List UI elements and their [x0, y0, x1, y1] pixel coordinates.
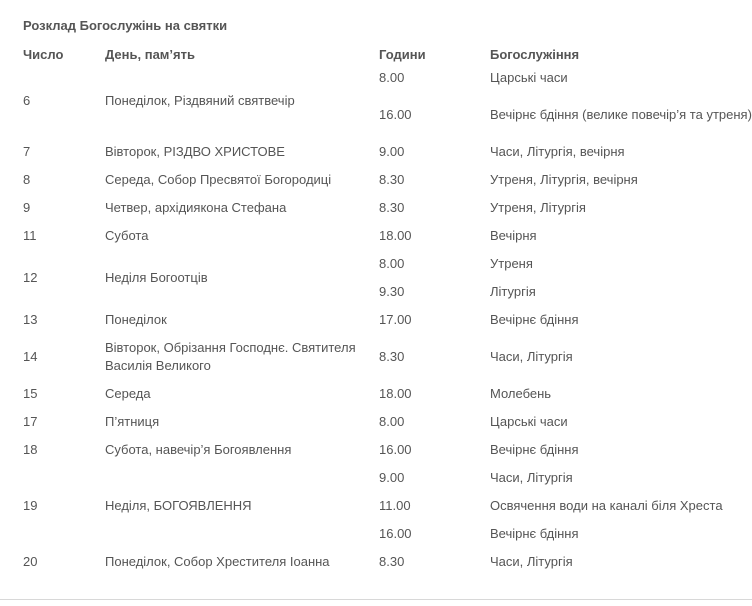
cell-time: 8.30	[379, 554, 405, 569]
schedule-section	[23, 17, 752, 576]
cell-service: Часи, Літургія, вечірня	[490, 144, 625, 159]
column-header-service: Богослужіння	[490, 47, 580, 62]
cell-service: Часи, Літургія	[490, 554, 573, 569]
cell-date: 6	[23, 93, 31, 108]
cell-date: 11	[23, 228, 37, 243]
cell-service: Утреня, Літургія	[490, 200, 586, 215]
table-row	[23, 222, 752, 250]
cell-time: 8.30	[379, 349, 405, 364]
cell-service: Царські часи	[490, 414, 568, 429]
cell-day: Четвер, архідиякона Стефана	[105, 200, 287, 215]
table-row	[23, 334, 752, 380]
cell-service: Утреня	[490, 256, 533, 271]
cell-time: 18.00	[379, 386, 412, 401]
cell-service: Вечірнє бдіння (велике повечір’я та утреня)	[490, 107, 752, 122]
table-row	[23, 194, 752, 222]
cell-service: Молебень	[490, 386, 552, 401]
cell-day: Неділя, БОГОЯВЛЕННЯ	[105, 498, 252, 513]
cell-day: Понеділок, Різдвяний святвечір	[105, 93, 295, 108]
table-row	[23, 408, 752, 436]
table-row	[23, 166, 752, 194]
table-row	[23, 250, 752, 278]
cell-day: Середа	[105, 386, 151, 401]
cell-time: 9.30	[379, 284, 405, 299]
cell-date: 14	[23, 349, 38, 364]
cell-day: Субота, навечір’я Богоявлення	[105, 442, 292, 457]
cell-day: П’ятниця	[105, 414, 160, 429]
cell-date: 9	[23, 200, 31, 215]
cell-time: 16.00	[379, 526, 412, 541]
cell-time: 16.00	[379, 107, 412, 122]
cell-date: 20	[23, 554, 38, 569]
table-row	[23, 306, 752, 334]
schedule-table	[23, 45, 752, 576]
cell-date: 17	[23, 414, 38, 429]
cell-service: Освячення води на каналі біля Хреста	[490, 498, 723, 513]
cell-date: 8	[23, 172, 31, 187]
cell-service: Вечірня	[490, 228, 537, 243]
cell-time: 8.00	[379, 256, 405, 271]
bottom-divider	[0, 599, 752, 600]
cell-service: Вечірнє бдіння	[490, 442, 579, 457]
cell-day: Вівторок, РІЗДВО ХРИСТОВЕ	[105, 144, 285, 159]
column-header-day: День, пам’ять	[105, 47, 195, 62]
cell-date: 15	[23, 386, 38, 401]
cell-date: 7	[23, 144, 31, 159]
cell-time: 8.30	[379, 172, 405, 187]
cell-service: Літургія	[490, 284, 536, 299]
cell-day: Неділя Богоотців	[105, 270, 208, 285]
cell-time: 8.00	[379, 414, 405, 429]
table-row	[23, 64, 752, 92]
cell-date: 19	[23, 498, 38, 513]
table-header-row	[23, 45, 752, 64]
cell-time: 16.00	[379, 442, 412, 457]
cell-service: Часи, Літургія	[490, 349, 573, 364]
table-row	[23, 138, 752, 166]
cell-time: 8.00	[379, 70, 405, 85]
cell-day: Середа, Собор Пресвятої Богородиці	[105, 172, 332, 187]
cell-time: 8.30	[379, 200, 405, 215]
table-row	[23, 464, 752, 492]
cell-date: 18	[23, 442, 38, 457]
cell-time: 11.00	[379, 498, 411, 513]
cell-time: 9.00	[379, 470, 405, 485]
cell-time: 9.00	[379, 144, 405, 159]
cell-day: Субота	[105, 228, 149, 243]
column-header-date: Число	[23, 47, 64, 62]
cell-day: Понеділок	[105, 312, 167, 327]
table-row	[23, 436, 752, 464]
cell-service: Часи, Літургія	[490, 470, 573, 485]
cell-day: Вівторок, Обрізання Господнє. Святителя Василія Великого	[105, 340, 356, 373]
cell-date: 13	[23, 312, 38, 327]
table-row	[23, 548, 752, 576]
cell-service: Царські часи	[490, 70, 568, 85]
cell-time: 18.00	[379, 228, 412, 243]
cell-time: 17.00	[379, 312, 412, 327]
cell-service: Вечірнє бдіння	[490, 526, 579, 541]
cell-day: Понеділок, Собор Хрестителя Іоанна	[105, 554, 330, 569]
cell-service: Утреня, Літургія, вечірня	[490, 172, 638, 187]
cell-service: Вечірнє бдіння	[490, 312, 579, 327]
table-row	[23, 380, 752, 408]
column-header-hours: Години	[379, 47, 426, 62]
page-title: Розклад Богослужінь на святки	[23, 18, 228, 33]
cell-date: 12	[23, 270, 38, 285]
